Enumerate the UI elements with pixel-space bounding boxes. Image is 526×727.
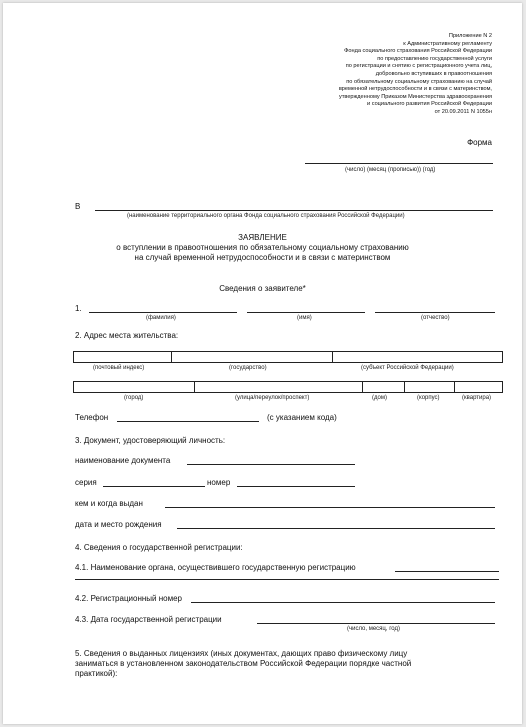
issued-field[interactable] xyxy=(165,507,495,508)
series-field[interactable] xyxy=(103,486,205,487)
appendix-line: по регистрации и снятию с регистрационного учета лиц, xyxy=(345,63,492,70)
section-5-line-3: практикой): xyxy=(75,669,118,678)
postal-code-cell[interactable] xyxy=(73,351,172,363)
appendix-line: по предоставлению государственной услуги xyxy=(377,55,492,62)
document-subtitle-1: о вступлении в правоотношения по обязательному социальному страхованию xyxy=(116,243,409,252)
appendix-line: и социального развития Российской Федерации xyxy=(367,101,492,108)
doc-name-label: наименование документа xyxy=(75,456,171,465)
patronymic-caption: (отчество) xyxy=(421,315,450,321)
section-1-number: 1. xyxy=(75,304,82,313)
appendix-note xyxy=(232,33,492,117)
appendix-line: утвержденному Приказом Министерства здравоохранения xyxy=(339,93,492,100)
street-caption: (улица/переулок/проспект) xyxy=(235,395,310,401)
surname-caption: (фамилия) xyxy=(146,315,176,321)
reg-authority-label: 4.1. Наименование органа, осуществившего государственную регистрацию xyxy=(75,563,356,572)
section-5-line-2: заниматься в установленном законодательством Российской Федерации порядке частной xyxy=(75,659,412,668)
reg-authority-field[interactable] xyxy=(395,571,499,572)
phone-note: (с указанием кода) xyxy=(267,413,337,422)
reg-date-caption: (число, месяц, год) xyxy=(347,626,400,632)
house-cell[interactable] xyxy=(362,381,405,393)
form-label: Форма xyxy=(467,138,492,147)
surname-field[interactable] xyxy=(89,312,237,313)
appendix-line: Приложение N 2 xyxy=(448,33,492,39)
to-prefix: В xyxy=(75,202,81,211)
phone-label: Телефон xyxy=(75,413,109,422)
doc-name-field[interactable] xyxy=(187,464,355,465)
number-field[interactable] xyxy=(237,486,355,487)
apartment-cell[interactable] xyxy=(454,381,503,393)
phone-field[interactable] xyxy=(117,421,259,422)
postal-code-caption: (почтовый индекс) xyxy=(93,365,145,371)
city-cell[interactable] xyxy=(73,381,195,393)
section-3-title: 3. Документ, удостоверяющий личность: xyxy=(75,436,226,445)
series-label: серия xyxy=(75,478,97,487)
country-cell[interactable] xyxy=(171,351,333,363)
date-caption: (число) (месяц (прописью)) (год) xyxy=(345,167,436,173)
appendix-line: от 20.09.2011 N 1055н xyxy=(434,108,492,115)
country-caption: (государство) xyxy=(229,365,267,371)
appendix-line: по обязательному социальному страхованию на случай xyxy=(346,78,492,85)
building-caption: (корпус) xyxy=(417,395,440,401)
street-cell[interactable] xyxy=(194,381,363,393)
name-field[interactable] xyxy=(247,312,365,313)
city-caption: (город) xyxy=(124,395,144,401)
birth-field[interactable] xyxy=(177,528,495,529)
appendix-line: Фонда социального страхования Российской Федерации xyxy=(344,48,492,55)
date-line xyxy=(305,163,493,164)
reg-number-label: 4.2. Регистрационный номер xyxy=(75,594,182,603)
patronymic-field[interactable] xyxy=(375,312,495,313)
birth-label: дата и место рождения xyxy=(75,520,162,529)
document-page xyxy=(3,3,522,724)
appendix-line: добровольно вступивших в правоотношения xyxy=(375,70,492,77)
reg-date-field[interactable] xyxy=(257,623,495,624)
issued-label: кем и когда выдан xyxy=(75,499,143,508)
building-cell[interactable] xyxy=(404,381,455,393)
document-title: ЗАЯВЛЕНИЕ xyxy=(238,233,287,242)
section-4-title: 4. Сведения о государственной регистрации: xyxy=(75,543,243,552)
addressee-caption: (наименование территориального органа Фонда социального страхования Российской Федерации) xyxy=(127,213,405,219)
reg-authority-field-continued[interactable] xyxy=(75,579,499,580)
appendix-line: временной нетрудоспособности и в связи с материнством, xyxy=(338,86,492,93)
section-5-line-1: 5. Сведения о выданных лицензиях (иных документах, дающих право физическому лицу xyxy=(75,649,408,658)
region-cell[interactable] xyxy=(332,351,503,363)
section-2-title: 2. Адрес места жительства: xyxy=(75,331,179,340)
apartment-caption: (квартира) xyxy=(462,395,492,401)
reg-date-label: 4.3. Дата государственной регистрации xyxy=(75,615,222,624)
region-caption: (субъект Российской Федерации) xyxy=(361,365,454,371)
document-subtitle-2: на случай временной нетрудоспособности и в связи с материнством xyxy=(134,253,391,262)
appendix-line: к Административному регламенту xyxy=(403,40,492,47)
number-label: номер xyxy=(207,478,231,487)
name-caption: (имя) xyxy=(297,315,312,321)
applicant-heading: Сведения о заявителе* xyxy=(219,284,306,293)
house-caption: (дом) xyxy=(372,395,387,401)
reg-number-field[interactable] xyxy=(191,602,495,603)
addressee-line[interactable] xyxy=(95,210,493,211)
